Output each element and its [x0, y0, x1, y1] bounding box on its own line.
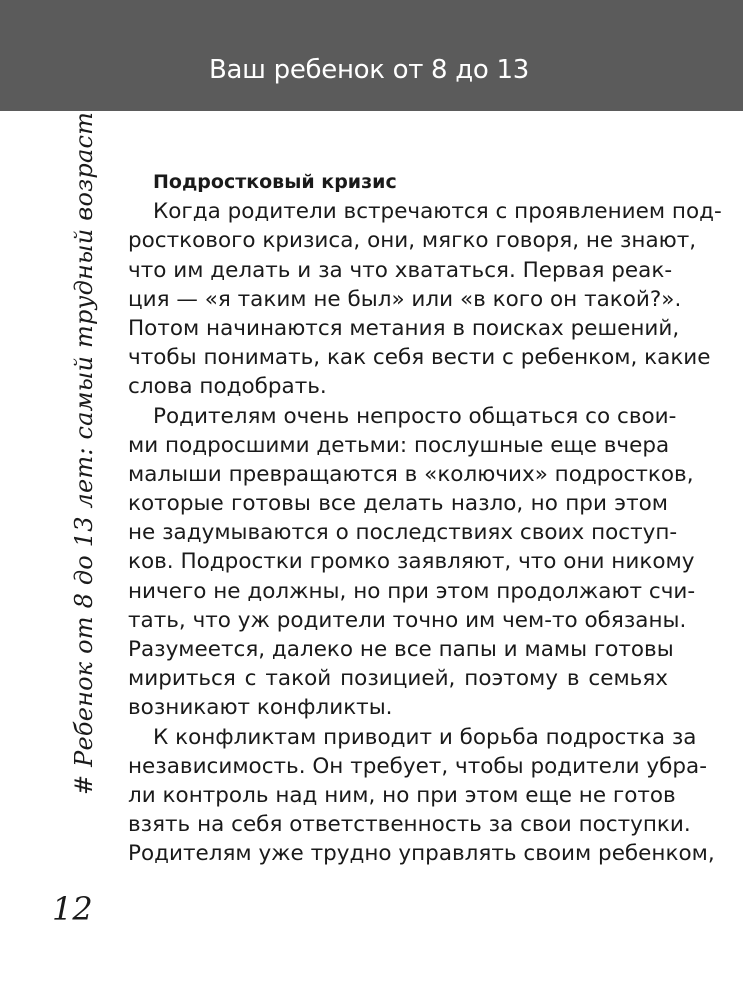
text-line: ли контроль над ним, но при этом еще не готов [128, 782, 676, 808]
text-line: Разумеется, далеко не все папы и мамы готовы [128, 637, 674, 663]
section-title: Подростковый кризис [153, 171, 397, 193]
paragraph-1 [128, 197, 722, 401]
text-line: ничего не должны, но при этом продолжают счи- [128, 578, 696, 604]
header-bar [0, 0, 743, 111]
text-line: что им делать и за что хвататься. Первая реак- [128, 257, 673, 283]
text-line: Родителям уже трудно управлять своим ребенком, [128, 841, 715, 867]
text-line: слова подобрать. [128, 374, 327, 400]
text-line: возникают конфликты. [128, 695, 393, 721]
text-line: ция — «я таким не был» или «в кого он такой?». [128, 286, 682, 312]
page-number: 12 [52, 890, 93, 928]
text-line: независимость. Он требует, чтобы родители убра- [128, 753, 707, 779]
text-line: ков. Подростки громко заявляют, что они никому [128, 549, 695, 575]
text-line: взять на себя ответственность за свои поступки. [128, 812, 691, 838]
header-title: Ваш ребенок от 8 до 13 [209, 55, 529, 85]
text-line: которые готовы все делать назло, но при этом [128, 491, 668, 517]
text-line: Родителям очень непросто общаться со свои- [153, 403, 677, 429]
text-line: К конфликтам приводит и борьба подростка за [153, 724, 697, 750]
text-line: Когда родители встречаются с проявлением под- [153, 199, 722, 225]
paragraph-2 [128, 402, 696, 723]
side-caption: # Ребенок от 8 до 13 лет: самый трудный возраст [70, 111, 98, 795]
text-line: ми подросшими детьми: послушные еще вчера [128, 432, 670, 458]
text-line: мириться с такой позицией, поэтому в семьях [128, 666, 668, 692]
paragraph-3 [128, 723, 715, 869]
text-line: тать, что уж родители точно им чем-то обязаны. [128, 607, 687, 633]
main-text [128, 168, 722, 869]
text-line: малыши превращаются в «колючих» подростков, [128, 461, 694, 487]
text-line: чтобы понимать, как себя вести с ребенком, какие [128, 345, 711, 371]
text-line: не задумываются о последствиях своих поступ- [128, 520, 678, 546]
text-line: росткового кризиса, они, мягко говоря, не знают, [128, 228, 697, 254]
text-line: Потом начинаются метания в поисках решений, [128, 315, 680, 341]
